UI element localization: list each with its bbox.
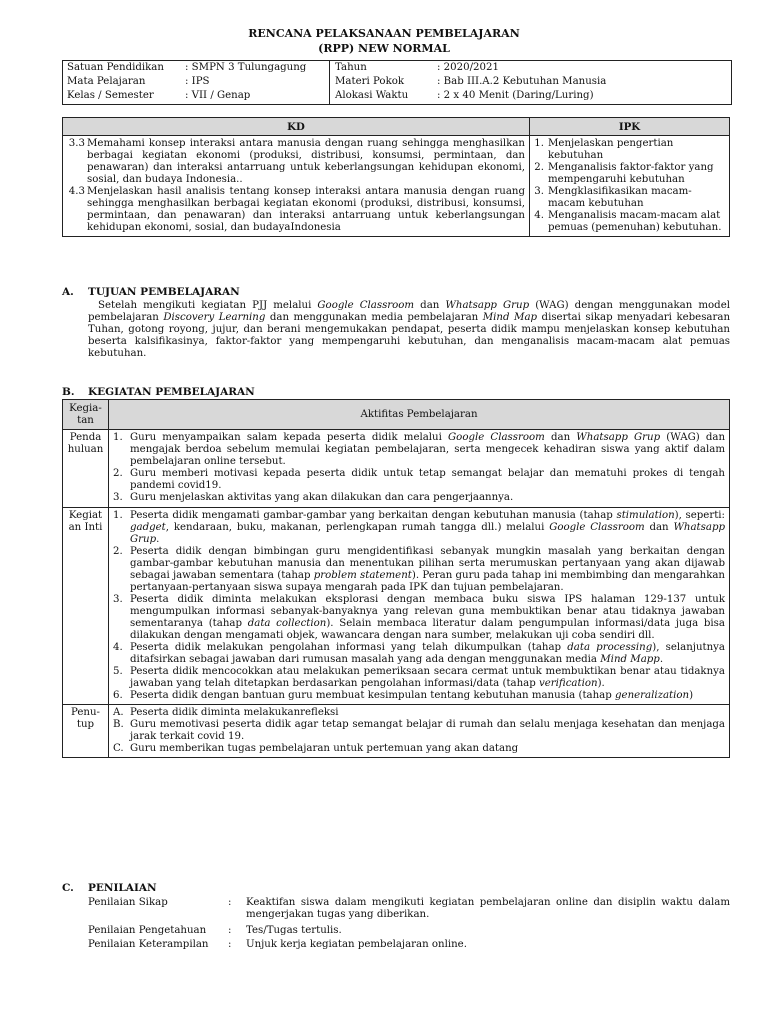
info-box xyxy=(62,60,732,105)
list-item: C. Guru memberikan tugas pembelajaran untuk pertemuan yang akan datang xyxy=(113,743,519,754)
list-item: 2. Guru memberi motivasi kepada peserta didik untuk tetap semangat belajar dan mematuhi prokes di tengah pandemi covid19. xyxy=(113,468,725,491)
info-value: : 2 x 40 Menit (Daring/Luring) xyxy=(437,90,594,101)
activity-table xyxy=(62,399,730,758)
section-c-heading: C. PENILAIAN xyxy=(62,882,157,894)
info-value: : IPS xyxy=(185,76,210,87)
penilaian-label-sikap: Penilaian Sikap xyxy=(88,897,168,908)
kd-item: 3.3 Memahami konsep interaksi antara manusia dengan ruang sehingga menghasilkan berbagai kegiatan ekonomi (produksi, distribusi, konsumsi, permintaan, dan penawaran) dan interaksi antarruang untuk keberlangsungan kehidupan ekonomi, sosial, dan budaya Indonesia.. xyxy=(68,138,525,185)
ipk-item: 1. Menjelaskan pengertian kebutuhan xyxy=(534,138,674,161)
penilaian-colon: : xyxy=(228,925,232,936)
list-item: 1. Peserta didik mengamati gambar-gambar yang berkaitan dengan kebutuhan manusia (tahap stimulation), seperti: gadget, kendaraan, buku, makanan, perlengkapan rumah tangga dll.) melalui Google Classroom dan Whatsapp Grup. xyxy=(113,510,725,545)
ipk-item: 2. Menganalisis faktor-faktor yang mempengaruhi kebutuhan xyxy=(534,162,714,185)
doc-title-line1: RENCANA PELAKSANAAN PEMBELAJARAN xyxy=(248,27,520,40)
info-label: Kelas / Semester xyxy=(67,90,154,101)
section-a-paragraph: Setelah mengikuti kegiatan PJJ melalui Google Classroom dan Whatsapp Grup (WAG) dengan menggunakan model pembelajaran Discovery Learning dan menggunakan media pembelajaran Mind Map disertai sikap menyadari kebesaran Tuhan, gotong royong, jujur, dan berani mengemukakan pendapat, peserta didik mampu menjelaskan konsep kebutuhan beserta kalsifikasinya, faktor-faktor yang mempengaruhi kebutuhan, dan menganalisis macam-macam alat pemuas kebutuhan. xyxy=(88,300,731,359)
info-label: Alokasi Waktu xyxy=(335,90,409,101)
section-b-heading: B. KEGIATAN PEMBELAJARAN xyxy=(62,386,255,398)
list-item: A. Peserta didik diminta melakukanrefleksi xyxy=(113,707,339,718)
kd-ipk-table xyxy=(62,117,730,237)
kd-item: 4.3 Menjelaskan hasil analisis tentang konsep interaksi antara manusia dengan ruang sehingga menghasilkan berbagai kegiatan ekonomi (produksi, distribusi, konsumsi, permintaan, dan penawaran) dan interaksi antarruang untuk keberlangsungan kehidupan ekonomi, sosial, dan budayaIndonesia xyxy=(68,186,525,233)
penilaian-colon: : xyxy=(228,897,232,908)
info-label: Satuan Pendidikan xyxy=(67,62,164,73)
info-value: : VII / Genap xyxy=(185,90,251,101)
section-a-heading: A. TUJUAN PEMBELAJARAN xyxy=(62,286,240,298)
info-value: : Bab III.A.2 Kebutuhan Manusia xyxy=(437,76,607,87)
row-label-penutup: Penu-tup xyxy=(63,705,109,758)
activity-col-aktifitas: Aktifitas Pembelajaran xyxy=(109,400,730,430)
info-value: : 2020/2021 xyxy=(437,62,499,73)
kd-cell xyxy=(63,136,530,237)
info-label: Materi Pokok xyxy=(335,76,405,87)
kd-header: KD xyxy=(63,118,530,136)
penilaian-colon: : xyxy=(228,939,232,950)
info-label: Tahun xyxy=(335,62,367,73)
penilaian-label-keterampilan: Penilaian Keterampilan xyxy=(88,939,209,950)
penilaian-value-keterampilan: Unjuk kerja kegiatan pembelajaran online. xyxy=(246,939,467,950)
penilaian-value-sikap: Keaktifan siswa dalam mengikuti kegiatan pembelajaran online dan disiplin waktu dalam mengerjakan tugas yang diberikan. xyxy=(246,897,730,920)
list-item: 6. Peserta didik dengan bantuan guru membuat kesimpulan tentang kebutuhan manusia (tahap generalization) xyxy=(113,690,694,701)
activity-col-kegiatan: Kegia-tan xyxy=(63,400,109,430)
info-value: : SMPN 3 Tulungagung xyxy=(185,62,307,73)
list-item: 4. Peserta didik melakukan pengolahan informasi yang telah dikumpulkan (tahap data processing), selanjutnya ditafsirkan sebagai jawaban dari rumusan masalah yang ada dengan menggunakan media Mind Mapp. xyxy=(113,642,725,665)
inti-cell xyxy=(109,508,730,705)
row-label-pendahuluan: Penda huluan xyxy=(63,430,109,508)
row-label-inti: Kegiat an Inti xyxy=(63,508,109,705)
list-item: 3. Peserta didik diminta melakukan eksplorasi dengan membaca buku siswa IPS halaman 129-137 untuk mengumpulkan informasi sebanyak-banyaknya yang relevan guna membuktikan benar atau tidaknya jawaban sementaranya (tahap data collection). Selain membaca literatur dalam pengumpulan informasi/data juga bisa dilakukan dengan mengamati objek, wawancara dengan nara sumber, melakukan uji coba sendiri dll. xyxy=(113,594,725,641)
list-item: 1. Guru menyampaikan salam kepada peserta didik melalui Google Classroom dan Whatsapp Grup (WAG) dan mengajak berdoa sebelum memulai kegiatan pembelajaran, serta mengecek kehadiran siswa yang aktif dalam pembelajaran online tersebut. xyxy=(113,432,726,467)
list-item: B. Guru memotivasi peserta didik agar tetap semangat belajar di rumah dan selalu menjaga kesehatan dan menjaga jarak terkait covid 19. xyxy=(113,719,725,742)
info-label: Mata Pelajaran xyxy=(67,76,146,87)
list-item: 2. Peserta didik dengan bimbingan guru mengidentifikasi sebanyak mungkin masalah yang berkaitan dengan gambar-gambar kebutuhan manusia dan menentukan pilihan serta merumuskan pertanyaan yang akan dijawab sebagai jawaban sementara (tahap problem statement). Peran guru pada tahap ini membimbing dan mengarahkan pertanyaan-pertanyaan siswa supaya mengarah pada IPK dan tujuan pembelajaran. xyxy=(113,546,725,593)
ipk-cell xyxy=(530,136,730,237)
ipk-item: 3. Mengklasifikasikan macam-macam kebutuhan xyxy=(534,186,692,209)
doc-title-line2: (RPP) NEW NORMAL xyxy=(318,42,450,55)
list-item: 3. Guru menjelaskan aktivitas yang akan dilakukan dan cara pengerjaannya. xyxy=(113,492,514,503)
ipk-item: 4. Menganalisis macam-macam alat pemuas (pemenuhan) kebutuhan. xyxy=(534,210,722,233)
penilaian-label-pengetahuan: Penilaian Pengetahuan xyxy=(88,925,207,936)
penutup-cell xyxy=(109,705,730,758)
ipk-header: IPK xyxy=(530,118,730,136)
pendahuluan-cell xyxy=(109,430,730,508)
penilaian-value-pengetahuan: Tes/Tugas tertulis. xyxy=(246,925,342,936)
info-row-satuan xyxy=(67,62,164,75)
list-item: 5. Peserta didik mencocokkan atau melakukan pemeriksaan secara cermat untuk membuktikan benar atau tidaknya jawaban yang telah ditetapkan berdasarkan pengolahan informasi/data (tahap verification). xyxy=(113,666,725,689)
